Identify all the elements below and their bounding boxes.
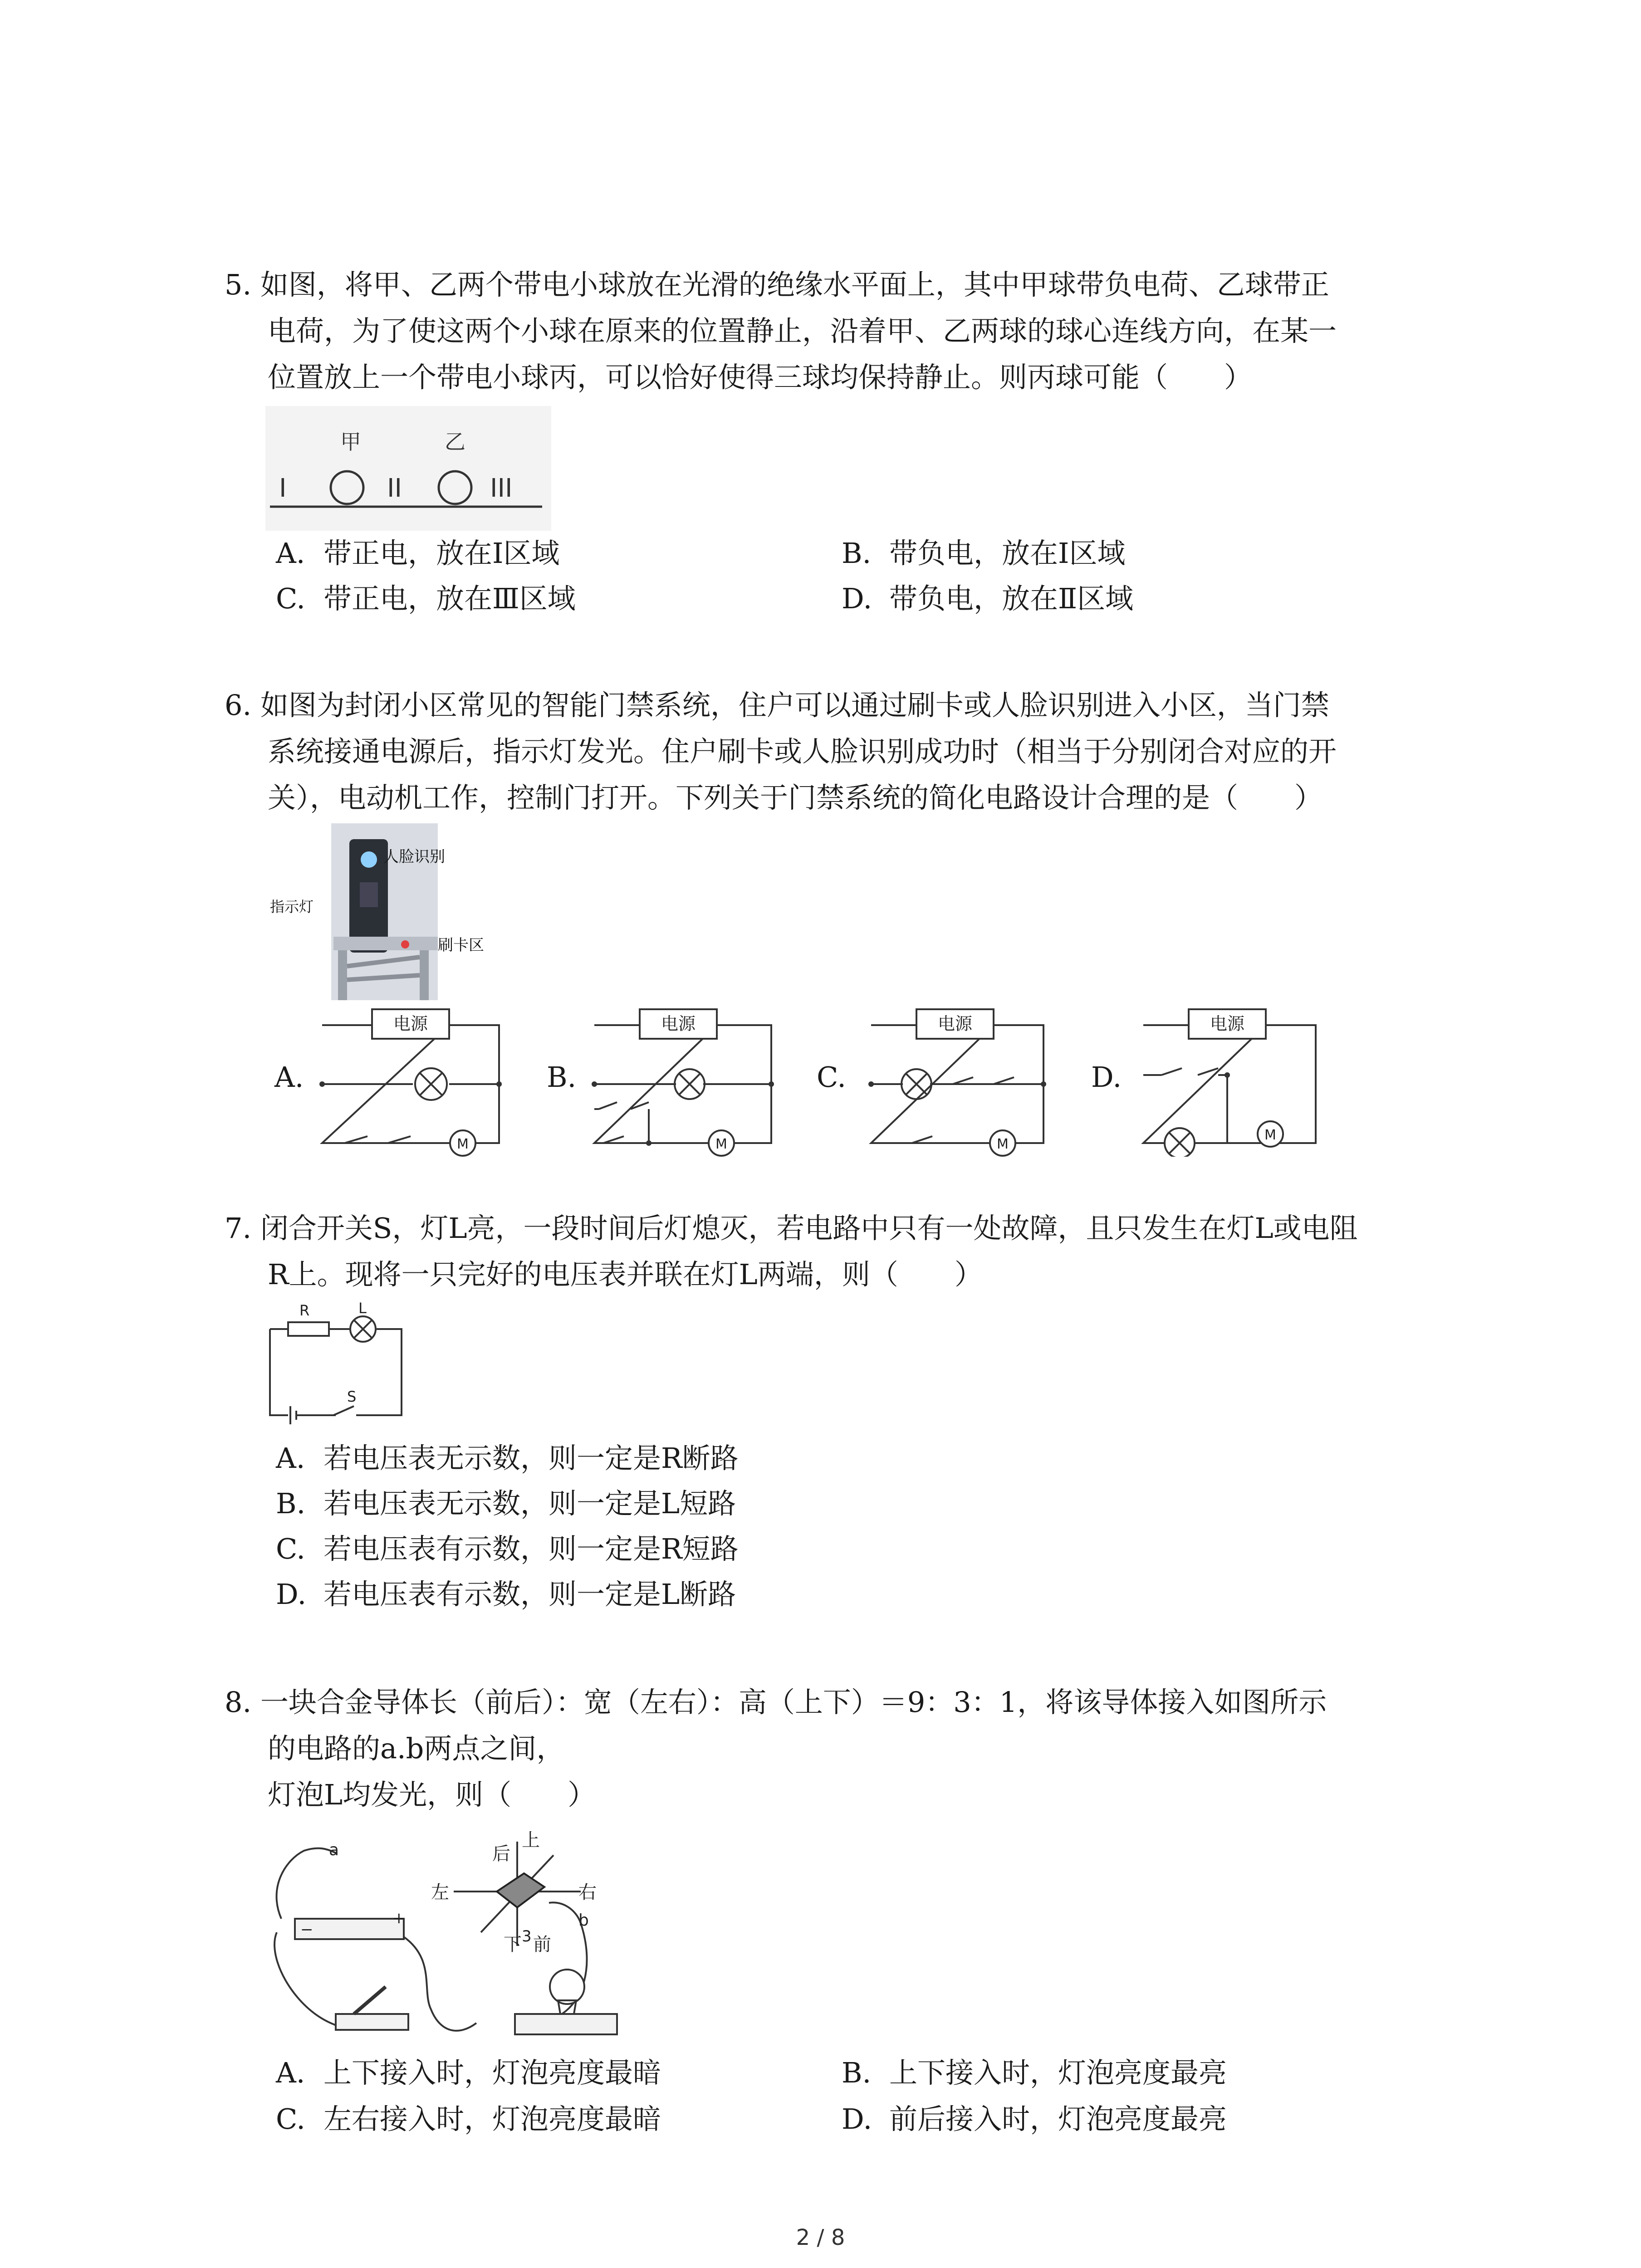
q8-lamp-base [515, 2014, 617, 2034]
q7-line-2: R上。现将一只完好的电压表并联在灯L两端，则（ ） [268, 1258, 983, 1291]
q5-line-2: 电荷，为了使这两个小球在原来的位置静止，沿着甲、乙两球的球心连线方向，在某一 [268, 314, 1337, 347]
q8-label-down: 下 [504, 1934, 522, 1955]
q6-line-3: 关），电动机工作，控制门打开。下列关于门禁系统的简化电路设计合理的是（ ） [268, 781, 1323, 814]
q6-indicator-light [401, 940, 409, 948]
q6-option-b-letter: B. [547, 1061, 577, 1094]
q8-label-left: 左 [431, 1882, 449, 1903]
q6-label-indicator: 指示灯 [270, 898, 314, 915]
q8-option-d: D. 前后接入时，灯泡亮度最亮 [842, 2102, 1227, 2136]
q5-label-yi: 乙 [445, 430, 465, 454]
q8-label-front: 前 [533, 1934, 551, 1955]
q7-option-a: A. 若电压表无示数，则一定是R断路 [276, 1442, 739, 1475]
q8-option-a: A. 上下接入时，灯泡亮度最暗 [276, 2056, 661, 2089]
q5-region-1: I [279, 474, 287, 503]
q8-switch-base [336, 2014, 408, 2030]
q8-wire-a [277, 1848, 336, 1919]
q6-circuit-b [585, 1007, 780, 1157]
q5-option-a: A. 带正电，放在Ⅰ区域 [276, 537, 560, 570]
q6d-motor-label: M [1264, 1127, 1276, 1143]
q5-charge-figure [265, 406, 551, 531]
q7-label-s: S [347, 1388, 357, 1405]
q8-switch-lever [354, 1987, 386, 2014]
q8-bulb-icon [550, 1970, 584, 2004]
q5-option-b: B. 带负电，放在Ⅰ区域 [842, 537, 1126, 570]
q7-circuit-figure [265, 1302, 415, 1424]
q5-region-3: III [490, 474, 513, 503]
q6-line-2: 系统接通电源后，指示灯发光。住户刷卡或人脸识别成功时（相当于分别闭合对应的开 [268, 735, 1337, 768]
q8-line-2: 的电路的a.b两点之间， [268, 1732, 565, 1765]
q6b-motor-label: M [715, 1136, 727, 1152]
q6a-motor-label: M [457, 1136, 469, 1152]
page-number: 2 / 8 [796, 2225, 845, 2250]
q6-label-face: 人脸识别 [383, 848, 445, 866]
q6-screen-icon [360, 882, 378, 907]
q7-option-b: B. 若电压表无示数，则一定是L短路 [276, 1487, 736, 1520]
q8-line-3: 灯泡L均发光，则（ ） [268, 1778, 596, 1811]
q7-option-d: D. 若电压表有示数，则一定是L断路 [276, 1578, 736, 1611]
q7-label-r: R [299, 1302, 310, 1319]
q6-option-c-letter: C. [817, 1061, 846, 1094]
q6a-power-label: 电源 [393, 1014, 428, 1034]
q6-camera-icon [361, 851, 377, 868]
q8-label-three: 3 [522, 1927, 532, 1945]
q6-label-card: 刷卡区 [438, 936, 484, 954]
q6-circuit-c [862, 1007, 1057, 1157]
q6-gate-photo [270, 821, 488, 1002]
q6-circuit-d [1134, 1007, 1329, 1157]
q7-option-c: C. 若电压表有示数，则一定是R短路 [276, 1532, 739, 1565]
q6c-motor-label: M [997, 1136, 1009, 1152]
q8-label-minus: − [300, 1921, 314, 1939]
q8-option-b: B. 上下接入时，灯泡亮度最亮 [842, 2056, 1227, 2089]
q8-option-c: C. 左右接入时，灯泡亮度最暗 [276, 2102, 661, 2136]
q5-region-2: II [387, 474, 402, 503]
q6-circuit-a [313, 1007, 508, 1157]
q7-label-l: L [358, 1302, 367, 1317]
q8-label-a: a [329, 1841, 339, 1859]
q8-label-back: 后 [492, 1843, 510, 1864]
q8-circuit-figure [268, 1828, 676, 2055]
q8-label-right: 右 [578, 1882, 597, 1903]
q6-option-d-letter: D. [1091, 1061, 1122, 1094]
q5-option-d: D. 带负电，放在Ⅱ区域 [842, 582, 1134, 615]
q6c-power-label: 电源 [937, 1014, 973, 1034]
q5-line-1: 5. 如图，将甲、乙两个带电小球放在光滑的绝缘水平面上，其中甲球带负电荷、乙球带正 [225, 268, 1329, 301]
q6d-power-label: 电源 [1210, 1014, 1245, 1034]
q5-label-jia: 甲 [340, 430, 361, 454]
q7-line-1: 7. 闭合开关S，灯L亮，一段时间后灯熄灭，若电路中只有一处故障，且只发生在灯L或电阻 [225, 1212, 1358, 1245]
q5-line-3: 位置放上一个带电小球丙，可以恰好使得三球均保持静止。则丙球可能（ ） [268, 361, 1253, 394]
q8-label-up: 上 [522, 1830, 540, 1851]
q6-line-1: 6. 如图为封闭小区常见的智能门禁系统，住户可以通过刷卡或人脸识别进入小区，当门禁 [225, 689, 1329, 722]
q8-line-1: 8. 一块合金导体长（前后）：宽（左右）：高（上下）＝9：3：1，将该导体接入如图所示 [225, 1686, 1327, 1719]
q6-option-a-letter: A. [274, 1061, 304, 1094]
q6b-power-label: 电源 [661, 1014, 696, 1034]
q8-label-b: b [578, 1911, 589, 1930]
q5-option-c: C. 带正电，放在Ⅲ区域 [276, 582, 576, 615]
q8-label-plus: + [392, 1909, 406, 1927]
